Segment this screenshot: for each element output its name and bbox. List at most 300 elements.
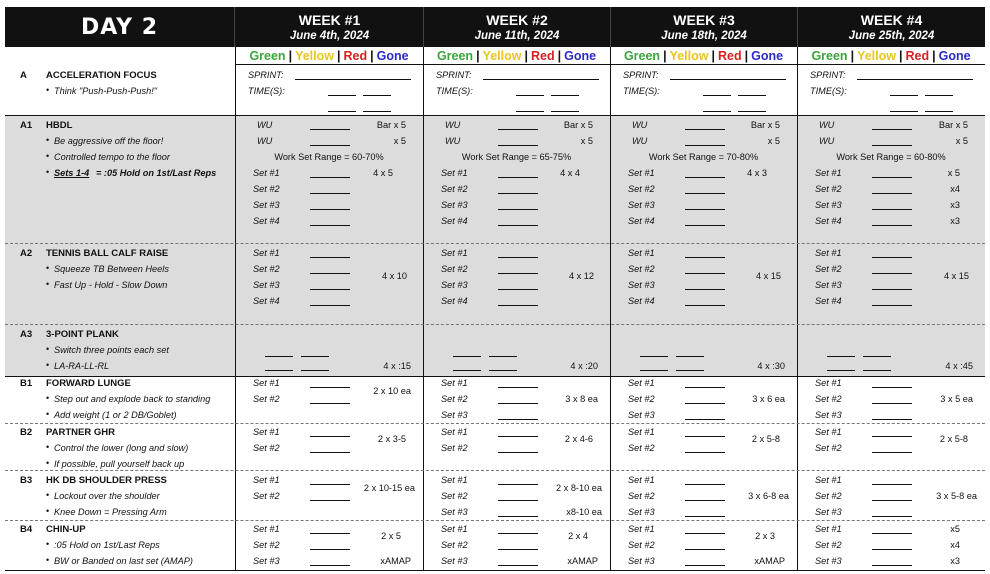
entry-line[interactable] [498, 500, 538, 501]
bullet-dot: • [46, 555, 50, 565]
bullet-dot: • [46, 85, 50, 95]
bullet-dot: • [46, 539, 50, 549]
entry-line[interactable] [301, 356, 329, 357]
exercise-name: CHIN-UP [46, 524, 86, 535]
set-prescription: xAMAP [567, 556, 598, 566]
set-label: Set #3 [441, 280, 468, 290]
entry-line[interactable] [640, 370, 668, 371]
warmup-prescription: x 5 [955, 136, 968, 146]
entry-line[interactable] [863, 356, 891, 357]
bullet-dot: • [46, 490, 50, 500]
set-prescription: 2 x 5-8 [751, 434, 780, 444]
set-label: Set #3 [815, 410, 842, 420]
entry-line[interactable] [498, 403, 538, 404]
legend-red: Red [717, 49, 742, 63]
exercise-note: = :05 Hold on 1st/Last Reps [96, 168, 217, 178]
exercise-note: Add weight (1 or 2 DB/Goblet) [54, 410, 177, 420]
legend-sep: | [557, 49, 562, 63]
entry-line[interactable] [685, 387, 725, 388]
set-label: Set #2 [441, 491, 468, 501]
sprint-entry-line[interactable] [295, 79, 411, 80]
grid-hline [5, 570, 985, 571]
legend-sep: | [476, 49, 480, 63]
exercise-name: HK DB SHOULDER PRESS [46, 475, 167, 486]
work-set-range: Work Set Range = 70-80% [648, 152, 759, 162]
time-entry-line[interactable] [363, 95, 391, 96]
set-label: Set #3 [628, 280, 655, 290]
entry-line[interactable] [685, 549, 725, 550]
warmup-prescription: Bar x 5 [563, 120, 593, 130]
legend-yellow: Yellow [857, 49, 896, 63]
week-date: June 18th, 2024 [661, 30, 747, 42]
set-label: Set #3 [628, 556, 655, 566]
entry-line[interactable] [685, 193, 725, 194]
week-name: WEEK #1 [298, 12, 361, 28]
warmup-prescription: x 5 [393, 136, 406, 146]
legend-sep: | [850, 49, 855, 63]
set-prescription: x5 [950, 524, 960, 534]
entry-line[interactable] [872, 484, 912, 485]
entry-line[interactable] [498, 452, 538, 453]
legend-red: Red [905, 49, 930, 63]
exercise-note: If possible, pull yourself back up [54, 459, 185, 469]
sprint-entry-line[interactable] [857, 79, 973, 80]
entry-line[interactable] [872, 387, 912, 388]
set-label: Set #1 [253, 378, 280, 388]
entry-line[interactable] [310, 387, 350, 388]
entry-line[interactable] [685, 565, 725, 566]
set-label: Set #2 [815, 491, 842, 501]
set-prescription: 4 x 15 [755, 271, 781, 281]
grid-vline [610, 47, 611, 571]
set-label: Set #4 [628, 216, 655, 226]
row-divider [5, 520, 985, 521]
set-prescription: x3 [950, 200, 960, 210]
exercise-note-emphasis: Sets 1-4 [54, 168, 90, 178]
set-label: Set #4 [815, 296, 842, 306]
time-entry-line[interactable] [738, 111, 766, 112]
legend-yellow: Yellow [669, 49, 709, 63]
set-label: Set #2 [815, 184, 842, 194]
set-label: Set #2 [628, 184, 655, 194]
times-label: TIME(S): [436, 86, 473, 96]
entry-line[interactable] [310, 436, 350, 437]
entry-line[interactable] [310, 533, 350, 534]
legend-green: Green [623, 49, 661, 63]
legend-green: Green [436, 49, 474, 63]
exercise-code: B4 [20, 524, 33, 535]
set-label: Set #1 [815, 524, 842, 534]
set-label: Set #1 [628, 378, 655, 388]
set-label: Set #2 [441, 184, 468, 194]
set-prescription: 3 x 5 ea [940, 394, 973, 404]
set-label: Set #1 [815, 427, 842, 437]
exercise-code: B1 [20, 378, 33, 389]
entry-line[interactable] [498, 419, 538, 420]
exercise-name: PARTNER GHR [46, 427, 115, 438]
entry-line[interactable] [453, 356, 481, 357]
entry-line[interactable] [685, 273, 725, 274]
set-label: Set #1 [253, 427, 280, 437]
entry-line[interactable] [872, 225, 912, 226]
work-set-range: Work Set Range = 65-75% [461, 152, 572, 162]
time-entry-line[interactable] [738, 95, 766, 96]
entry-line[interactable] [685, 305, 725, 306]
exercise-note: :05 Hold on 1st/Last Reps [54, 540, 160, 550]
set-prescription: x3 [950, 216, 960, 226]
set-prescription: x4 [950, 540, 960, 550]
entry-line[interactable] [498, 436, 538, 437]
entry-line[interactable] [872, 516, 912, 517]
set-label: Set #3 [628, 410, 655, 420]
set-label: Set #1 [441, 475, 468, 485]
set-prescription: 4 x 3 [747, 168, 767, 178]
set-prescription: 2 x 4-6 [564, 434, 593, 444]
entry-line[interactable] [872, 257, 912, 258]
entry-line[interactable] [872, 452, 912, 453]
set-label: Set #2 [441, 394, 468, 404]
set-label: Set #2 [253, 491, 280, 501]
exercise-note: Control the lower (long and slow) [54, 443, 189, 453]
entry-line[interactable] [453, 370, 481, 371]
entry-line[interactable] [498, 533, 538, 534]
set-prescription: 2 x 3 [755, 531, 775, 541]
entry-line[interactable] [685, 533, 725, 534]
sprint-label: SPRINT: [248, 70, 284, 80]
week-name: WEEK #3 [673, 12, 735, 28]
legend-green: Green [811, 49, 848, 63]
entry-line[interactable] [498, 193, 538, 194]
set-prescription: 3 x 6 ea [752, 394, 785, 404]
time-entry-line[interactable] [516, 111, 544, 112]
warmup-label: WU [632, 120, 648, 130]
warmup-prescription: x 5 [767, 136, 780, 146]
entry-line[interactable] [872, 419, 912, 420]
bullet-dot: • [46, 344, 50, 354]
bullet-dot: • [46, 458, 50, 468]
set-prescription: 4 x 12 [568, 271, 594, 281]
row-divider [5, 470, 985, 471]
set-label: Set #3 [441, 507, 468, 517]
set-prescription: x4 [950, 184, 960, 194]
set-label: Set #2 [253, 264, 280, 274]
entry-line[interactable] [310, 145, 350, 146]
grid-hline [5, 115, 985, 116]
entry-line[interactable] [872, 305, 912, 306]
set-label: Set #4 [441, 216, 468, 226]
legend-yellow: Yellow [295, 49, 334, 63]
week-header-1 [235, 7, 423, 47]
entry-line[interactable] [685, 129, 725, 130]
legend-sep: | [288, 49, 293, 63]
entry-line[interactable] [310, 273, 350, 274]
time-entry-line[interactable] [890, 95, 918, 96]
entry-line[interactable] [872, 533, 912, 534]
grid-vline [423, 47, 424, 571]
bullet-dot: • [46, 409, 50, 419]
set-prescription: 2 x 5 [381, 531, 401, 541]
set-label: Set #2 [815, 540, 842, 550]
time-entry-line[interactable] [925, 95, 953, 96]
set-label: Set #1 [441, 378, 468, 388]
row-divider [5, 243, 985, 244]
set-label: Set #1 [253, 168, 280, 178]
entry-line[interactable] [685, 436, 725, 437]
set-label: Set #3 [628, 507, 655, 517]
entry-line[interactable] [676, 370, 704, 371]
entry-line[interactable] [872, 209, 912, 210]
time-entry-line[interactable] [516, 95, 544, 96]
sprint-entry-line[interactable] [670, 79, 786, 80]
entry-line[interactable] [310, 257, 350, 258]
sprint-label: SPRINT: [436, 70, 472, 80]
time-entry-line[interactable] [890, 111, 918, 112]
entry-line[interactable] [498, 209, 538, 210]
set-label: Set #2 [628, 394, 655, 404]
legend-gone: Gone [751, 49, 784, 63]
set-prescription: 4 x :15 [383, 361, 411, 371]
set-label: Set #2 [815, 264, 842, 274]
legend-sep: | [932, 49, 936, 63]
entry-line[interactable] [498, 257, 538, 258]
set-label: Set #3 [815, 200, 842, 210]
entry-line[interactable] [489, 370, 517, 371]
entry-line[interactable] [863, 370, 891, 371]
week-name: WEEK #2 [486, 12, 548, 28]
set-prescription: xAMAP [380, 556, 411, 566]
entry-line[interactable] [872, 549, 912, 550]
exercise-note: Think "Push-Push-Push!" [54, 86, 158, 96]
set-label: Set #2 [628, 491, 655, 501]
set-label: Set #3 [441, 200, 468, 210]
entry-line[interactable] [265, 370, 293, 371]
entry-line[interactable] [498, 273, 538, 274]
entry-line[interactable] [310, 129, 350, 130]
warmup-label: WU [257, 136, 273, 146]
set-prescription: 2 x 5-8 [939, 434, 968, 444]
set-label: Set #2 [628, 540, 655, 550]
entry-line[interactable] [310, 500, 350, 501]
legend-sep: | [663, 49, 667, 63]
entry-line[interactable] [310, 289, 350, 290]
set-label: Set #1 [815, 475, 842, 485]
exercise-name: ACCELERATION FOCUS [46, 70, 157, 81]
entry-line[interactable] [685, 209, 725, 210]
set-label: Set #1 [628, 248, 655, 258]
warmup-label: WU [819, 136, 835, 146]
time-entry-line[interactable] [703, 111, 731, 112]
entry-line[interactable] [310, 565, 350, 566]
set-label: Set #2 [815, 394, 842, 404]
bullet-dot: • [46, 263, 50, 273]
set-prescription: x3 [950, 556, 960, 566]
exercise-note: LA-RA-LL-RL [54, 361, 110, 371]
set-prescription: 4 x :30 [757, 361, 785, 371]
set-prescription: 2 x 10 ea [373, 386, 411, 396]
row-divider [5, 423, 985, 424]
entry-line[interactable] [310, 403, 350, 404]
set-label: Set #4 [815, 216, 842, 226]
row-divider [5, 324, 985, 325]
set-label: Set #2 [441, 540, 468, 550]
legend-sep: | [370, 49, 374, 63]
entry-line[interactable] [872, 129, 912, 130]
entry-line[interactable] [685, 289, 725, 290]
entry-line[interactable] [310, 193, 350, 194]
entry-line[interactable] [498, 289, 538, 290]
time-entry-line[interactable] [328, 111, 356, 112]
times-label: TIME(S): [623, 86, 660, 96]
legend-gone: Gone [376, 49, 409, 63]
set-label: Set #2 [441, 443, 468, 453]
set-label: Set #3 [253, 280, 280, 290]
time-entry-line[interactable] [703, 95, 731, 96]
entry-line[interactable] [676, 356, 704, 357]
exercise-note: Squeeze TB Between Heels [54, 264, 169, 274]
exercise-name: HBDL [46, 120, 73, 131]
entry-line[interactable] [489, 356, 517, 357]
entry-line[interactable] [310, 452, 350, 453]
legend-sep: | [898, 49, 903, 63]
entry-line[interactable] [498, 305, 538, 306]
entry-line[interactable] [265, 356, 293, 357]
set-label: Set #3 [815, 507, 842, 517]
entry-line[interactable] [685, 257, 725, 258]
week-date: June 11th, 2024 [474, 30, 560, 42]
warmup-prescription: Bar x 5 [376, 120, 406, 130]
set-prescription: 3 x 6-8 ea [748, 491, 789, 501]
set-label: Set #3 [815, 556, 842, 566]
set-label: Set #2 [628, 443, 655, 453]
set-prescription: x 5 [947, 168, 960, 178]
sprint-entry-line[interactable] [483, 79, 599, 80]
set-prescription: 4 x :20 [570, 361, 598, 371]
entry-line[interactable] [872, 145, 912, 146]
set-prescription: x8-10 ea [566, 507, 602, 517]
set-label: Set #3 [441, 410, 468, 420]
entry-line[interactable] [310, 305, 350, 306]
grid-vline [235, 7, 236, 571]
legend-sep: | [524, 49, 528, 63]
status-legend [235, 47, 423, 65]
entry-line[interactable] [872, 193, 912, 194]
set-prescription: 4 x :45 [945, 361, 973, 371]
time-entry-line[interactable] [551, 111, 579, 112]
entry-line[interactable] [685, 145, 725, 146]
set-prescription: 4 x 15 [943, 271, 969, 281]
week-date: June 4th, 2024 [289, 30, 370, 42]
entry-line[interactable] [685, 516, 725, 517]
entry-line[interactable] [498, 225, 538, 226]
bullet-dot: • [46, 135, 50, 145]
warmup-label: WU [819, 120, 835, 130]
exercise-note: Switch three points each set [54, 345, 169, 355]
set-label: Set #1 [441, 168, 468, 178]
week-date: June 25th, 2024 [848, 30, 935, 42]
times-label: TIME(S): [810, 86, 847, 96]
bullet-dot: • [46, 167, 50, 177]
entry-line[interactable] [310, 225, 350, 226]
entry-line[interactable] [685, 484, 725, 485]
set-prescription: 2 x 8-10 ea [556, 483, 602, 493]
entry-line[interactable] [872, 403, 912, 404]
bullet-dot: • [46, 442, 50, 452]
set-label: Set #2 [253, 540, 280, 550]
exercise-code: A3 [20, 329, 33, 340]
entry-line[interactable] [498, 145, 538, 146]
entry-line[interactable] [872, 273, 912, 274]
set-label: Set #2 [253, 394, 280, 404]
set-label: Set #4 [253, 216, 280, 226]
entry-line[interactable] [827, 356, 855, 357]
entry-line[interactable] [685, 452, 725, 453]
entry-line[interactable] [827, 370, 855, 371]
set-label: Set #3 [628, 200, 655, 210]
status-legend [423, 47, 610, 65]
status-legend [610, 47, 797, 65]
set-label: Set #1 [253, 248, 280, 258]
entry-line[interactable] [498, 549, 538, 550]
set-label: Set #1 [441, 427, 468, 437]
time-entry-line[interactable] [925, 111, 953, 112]
time-entry-line[interactable] [328, 95, 356, 96]
bullet-dot: • [46, 151, 50, 161]
set-label: Set #2 [628, 264, 655, 274]
set-label: Set #2 [253, 184, 280, 194]
entry-line[interactable] [310, 177, 350, 178]
legend-sep: | [711, 49, 715, 63]
legend-red: Red [343, 49, 368, 63]
set-prescription: 2 x 10-15 ea [363, 483, 415, 493]
entry-line[interactable] [872, 177, 912, 178]
time-entry-line[interactable] [363, 111, 391, 112]
set-label: Set #4 [253, 296, 280, 306]
legend-sep: | [336, 49, 341, 63]
set-label: Set #2 [815, 443, 842, 453]
entry-line[interactable] [498, 565, 538, 566]
exercise-code: A [20, 70, 27, 81]
entry-line[interactable] [872, 436, 912, 437]
set-label: Set #2 [441, 264, 468, 274]
entry-line[interactable] [498, 177, 538, 178]
entry-line[interactable] [498, 129, 538, 130]
entry-line[interactable] [310, 209, 350, 210]
time-entry-line[interactable] [551, 95, 579, 96]
times-label: TIME(S): [248, 86, 285, 96]
entry-line[interactable] [685, 419, 725, 420]
set-label: Set #3 [815, 280, 842, 290]
bullet-dot: • [46, 506, 50, 516]
entry-line[interactable] [310, 549, 350, 550]
set-label: Set #3 [253, 200, 280, 210]
legend-red: Red [530, 49, 555, 63]
warmup-label: WU [257, 120, 273, 130]
exercise-note: BW or Banded on last set (AMAP) [54, 556, 193, 566]
week-header-4 [797, 7, 985, 47]
entry-line[interactable] [498, 387, 538, 388]
set-prescription: xAMAP [754, 556, 785, 566]
entry-line[interactable] [872, 289, 912, 290]
exercise-note: Be aggressive off the floor! [54, 136, 164, 146]
entry-line[interactable] [301, 370, 329, 371]
exercise-note: Lockout over the shoulder [54, 491, 160, 501]
entry-line[interactable] [685, 177, 725, 178]
entry-line[interactable] [640, 356, 668, 357]
set-prescription: 3 x 5-8 ea [936, 491, 977, 501]
entry-line[interactable] [685, 225, 725, 226]
entry-line[interactable] [685, 403, 725, 404]
entry-line[interactable] [872, 565, 912, 566]
